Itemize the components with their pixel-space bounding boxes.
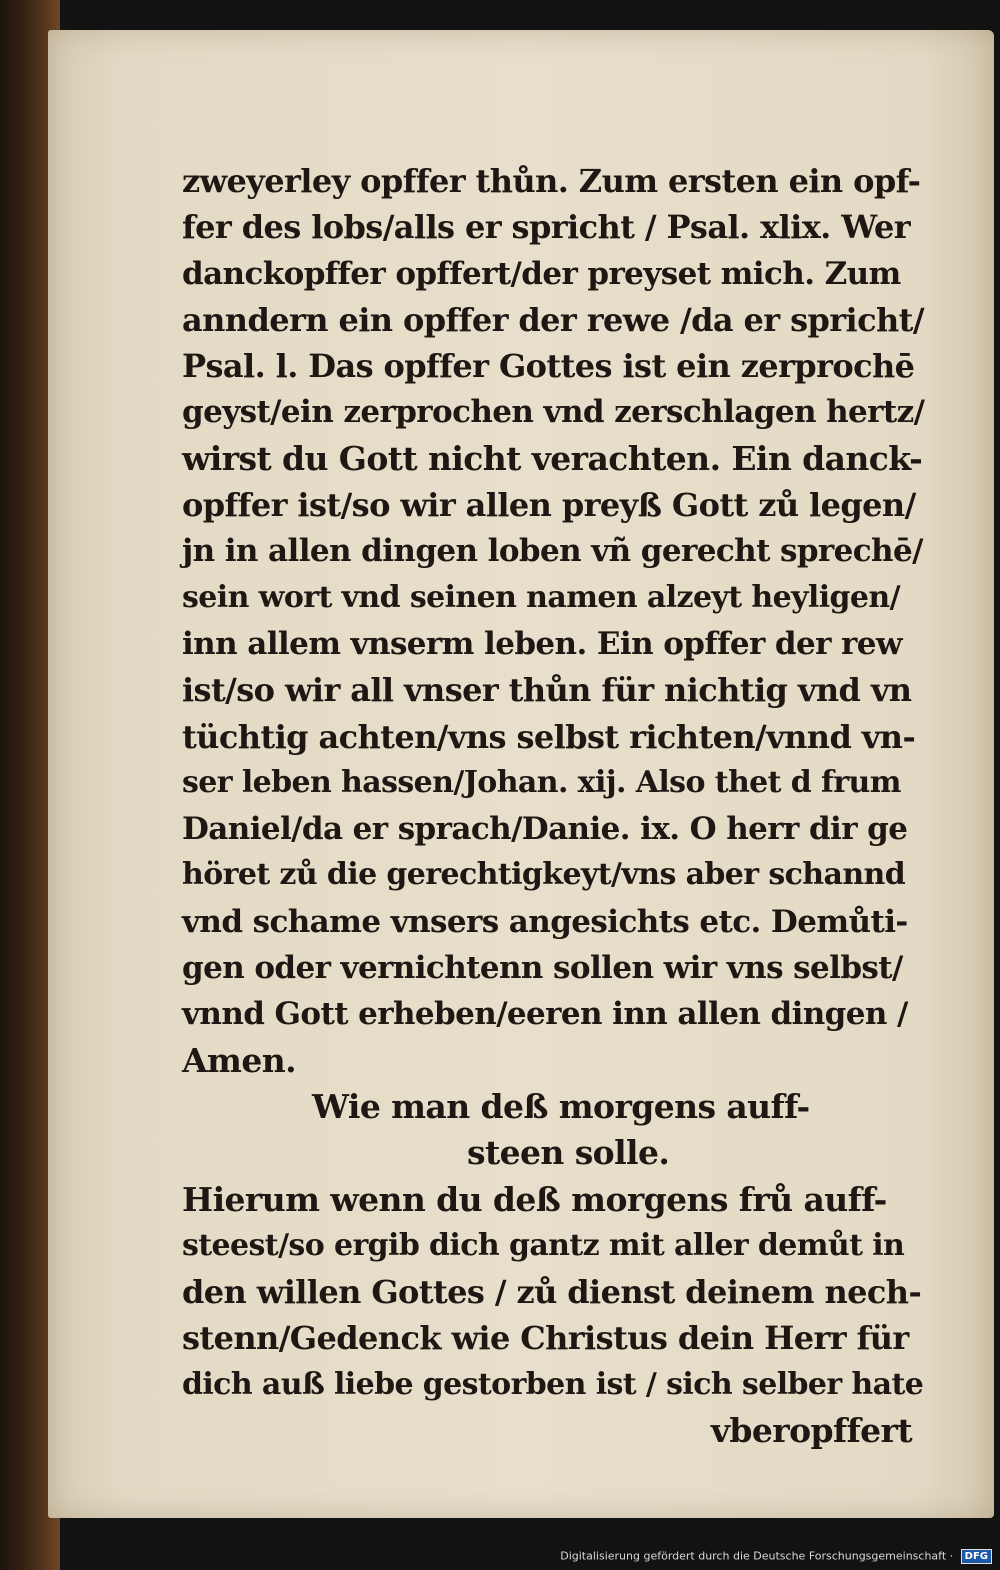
text-line: anndern ein opffer der rewe /da er spricht/	[182, 300, 924, 339]
text-line: opffer ist/so wir allen preyß Gott zů legen/	[182, 486, 916, 525]
text-line: fer des lobs/alls er spricht / Psal. xlix. Wer	[182, 208, 911, 247]
paragraph-line: den willen Gottes / zů dienst deinem nech-	[182, 1273, 922, 1312]
paragraph-line: dich auß liebe gestorben ist / sich selber hate	[182, 1366, 924, 1402]
text-line: zweyerley opffer thůn. Zum ersten ein opf-	[182, 162, 921, 200]
text-line: Daniel/da er sprach/Danie. ix. O herr dir ge	[182, 811, 908, 848]
text-line: Psal. l. Das opffer Gottes ist ein zerprochē	[182, 347, 915, 386]
text-line: gen oder vernichtenn sollen wir vns selbst/	[182, 950, 903, 987]
text-line: vnd schame vnsers angesichts etc. Demůti-	[182, 903, 908, 940]
text-line: geyst/ein zerprochen vnd zerschlagen hertz/	[182, 394, 925, 431]
text-line: vnnd Gott erheben/eeren inn allen dingen /	[182, 996, 908, 1033]
text-line: sein wort vnd seinen namen alzeyt heyligen/	[182, 579, 900, 615]
text-line: ist/so wir all vnser thůn für nichtig vnd vn	[182, 671, 912, 710]
text-line: höret zů die gerechtigkeyt/vns aber schannd	[182, 857, 906, 893]
paragraph-line: steest/so ergib dich gantz mit aller demůt in	[182, 1227, 905, 1263]
page-text	[182, 158, 924, 1454]
section-heading-line-2: steen solle.	[467, 1133, 670, 1173]
paragraph-line: stenn/Gedenck wie Christus dein Herr für	[182, 1319, 909, 1358]
text-line: wirst du Gott nicht verachten. Ein danck-	[182, 438, 923, 478]
text-line: tüchtig achten/vns selbst richten/vnnd vn-	[182, 717, 916, 756]
text-line: inn allem vnserm leben. Ein opffer der rew	[182, 625, 902, 662]
digitization-credit	[560, 1549, 992, 1564]
section-heading-line-1: Wie man deß morgens auff-	[312, 1086, 810, 1126]
text-line: ser leben hassen/Johan. xij. Also thet d frum	[182, 764, 901, 800]
dfg-logo: DFG	[961, 1549, 992, 1564]
catchword: vberopffert	[710, 1411, 912, 1451]
text-line: Amen.	[182, 1040, 296, 1080]
credit-text: Digitalisierung gefördert durch die Deutsche Forschungsgemeinschaft ·	[560, 1549, 954, 1563]
text-line: jn in allen dingen loben vñ gerecht sprechē/	[182, 533, 923, 570]
paragraph-line: Hierum wenn du deß morgens frů auff-	[182, 1179, 887, 1219]
text-line: danckopffer opffert/der preyset mich. Zum	[182, 255, 901, 292]
